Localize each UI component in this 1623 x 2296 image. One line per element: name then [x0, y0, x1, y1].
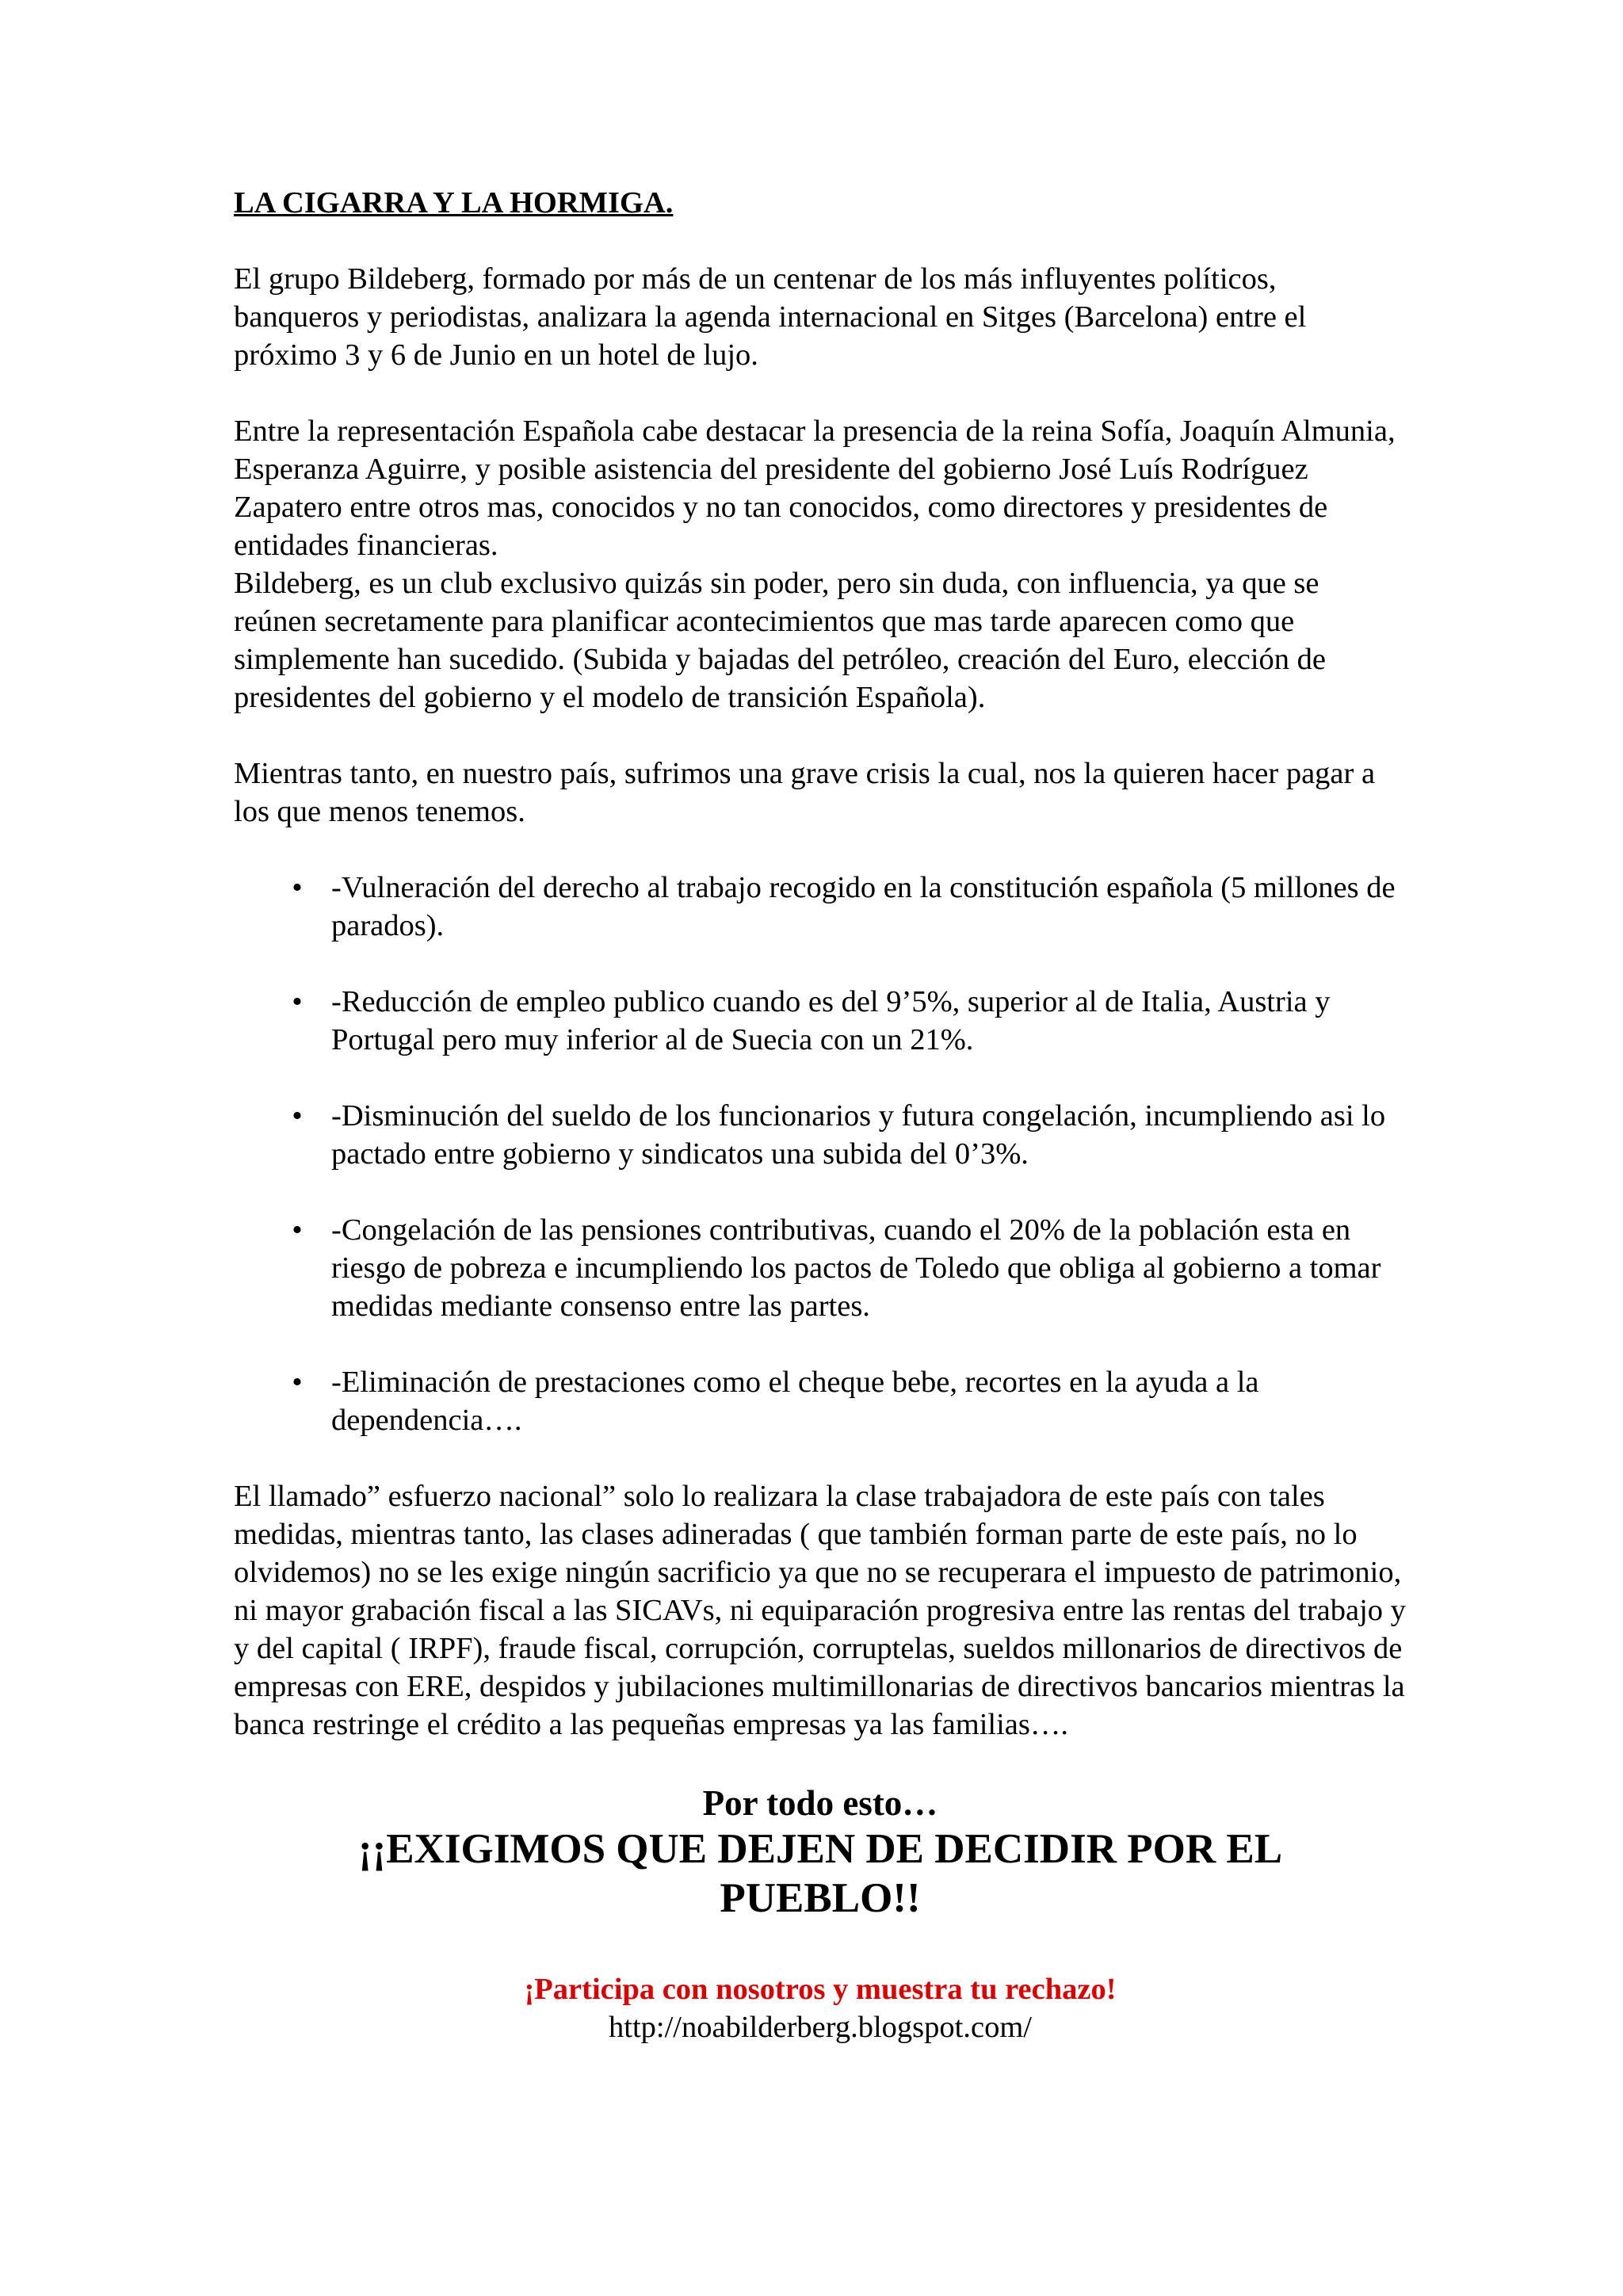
blog-link[interactable]: http://noabilderberg.blogspot.com/ — [609, 2011, 1032, 2044]
document-body — [234, 184, 1407, 2046]
list-item — [234, 1363, 1407, 1439]
list-item-text: -Congelación de las pensiones contributivas, cuando el 20% de la población esta en riesgo de pobreza e incumpliendo los pactos de Toledo que obliga al gobierno a tomar medidas mediante consenso entre las partes. — [331, 1213, 1381, 1323]
list-item — [234, 869, 1407, 945]
list-item — [234, 1097, 1407, 1173]
paragraph-intro: El grupo Bildeberg, formado por más de un centenar de los más influyentes políticos, banqueros y periodistas, analizara la agenda internacional en Sitges (Barcelona) entre el próximo 3 y 6 de Junio en un hotel de lujo. — [234, 262, 1307, 372]
closing-lead: Por todo esto… — [702, 1783, 938, 1823]
bullet-icon: • — [292, 1099, 303, 1133]
closing-block — [234, 1782, 1407, 1923]
list-item-text: -Reducción de empleo publico cuando es del 9’5%, superior al de Italia, Austria y Portugal pero muy inferior al de Suecia con un 21%. — [331, 985, 1331, 1056]
paragraph-national-effort: El llamado” esfuerzo nacional” solo lo realizara la clase trabajadora de este país con tales medidas, mientras tanto, las clases adineradas ( que también forman parte de este país, no lo olvidemos) no se les exige ningún sacrificio ya que no se recuperara el impuesto de patrimonio, ni mayor grabación fiscal a las SICAVs, ni equiparación progresiva entre las rentas del trabajo y y del capital ( IRPF), fraude fiscal, corrupción, corruptelas, sueldos millonarios de directivos de empresas con ERE, despidos y jubilaciones multimillonarias de directivos bancarios mientras la banca restringe el crédito a las pequeñas empresas ya las familias…. — [234, 1480, 1406, 1741]
bullet-icon: • — [292, 871, 303, 904]
document-title: LA CIGARRA Y LA HORMIGA. — [234, 186, 674, 220]
closing-demand: ¡¡EXIGIMOS QUE DEJEN DE DECIDIR POR EL PUEBLO!! — [357, 1826, 1283, 1921]
bullet-icon: • — [292, 985, 303, 1018]
list-item — [234, 983, 1407, 1059]
list-item — [234, 1211, 1407, 1325]
call-to-action — [234, 1970, 1407, 2046]
cta-text: ¡Participa con nosotros y muestra tu rechazo! — [524, 1973, 1117, 2006]
list-item-text: -Eliminación de prestaciones como el cheque bebe, recortes en la ayuda a la dependencia…. — [331, 1366, 1259, 1437]
bullet-icon: • — [292, 1366, 303, 1399]
bullet-icon: • — [292, 1213, 303, 1247]
grievance-list — [234, 869, 1407, 1439]
list-item-text: -Vulneración del derecho al trabajo recogido en la constitución española (5 millones de parados). — [331, 871, 1396, 942]
paragraph-bildeberg-club: Bildeberg, es un club exclusivo quizás sin poder, pero sin duda, con influencia, ya que se reúnen secretamente para planificar acontecimientos que mas tarde aparecen como que simplemente han sucedido. (Subida y bajadas del petróleo, creación del Euro, elección de presidentes del gobierno y el modelo de transición Española). — [234, 567, 1327, 714]
paragraph-spanish-representation: Entre la representación Española cabe destacar la presencia de la reina Sofía, Joaquín Almunia, Esperanza Aguirre, y posible asistencia del presidente del gobierno José Luís Rodríguez Zapatero entre otros mas, conocidos y no tan conocidos, como directores y presidentes de entidades financieras. — [234, 415, 1396, 562]
list-item-text: -Disminución del sueldo de los funcionarios y futura congelación, incumpliendo asi lo pactado entre gobierno y sindicatos una subida del 0’3%. — [331, 1099, 1386, 1171]
paragraph-crisis: Mientras tanto, en nuestro país, sufrimos una grave crisis la cual, nos la quieren hacer pagar a los que menos tenemos. — [234, 757, 1376, 828]
